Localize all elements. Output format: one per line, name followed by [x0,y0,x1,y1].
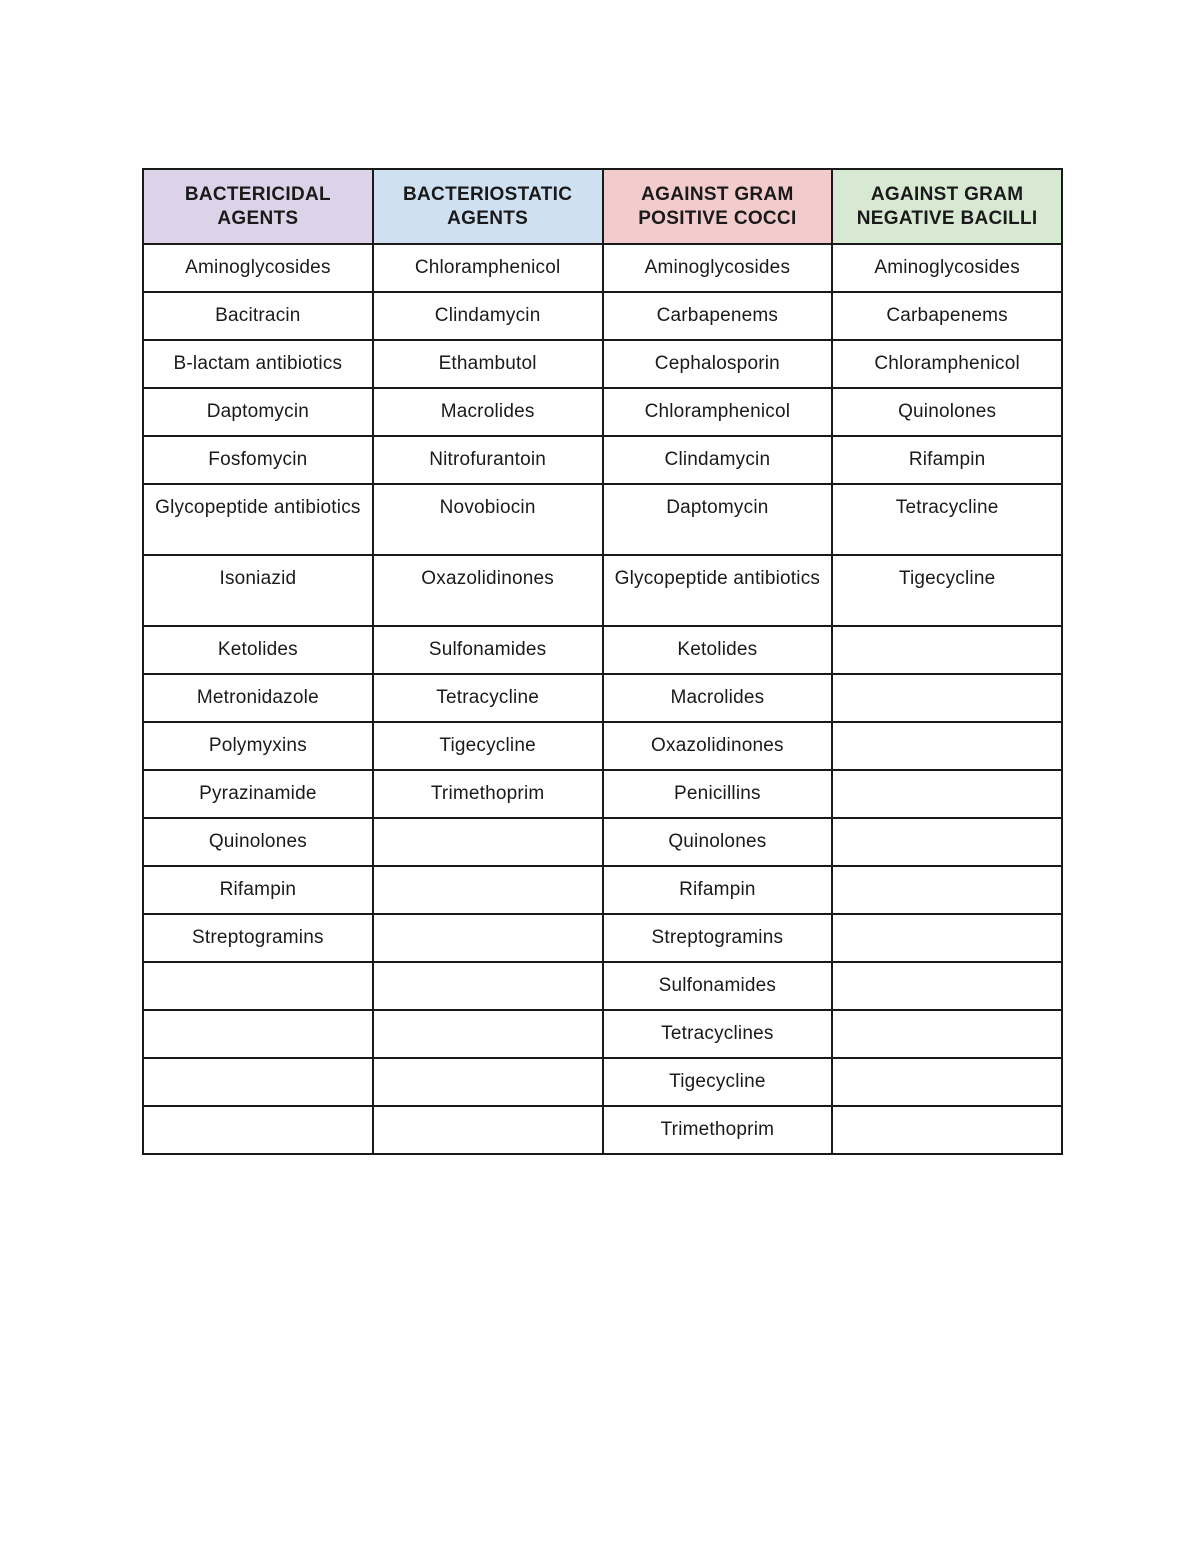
table-cell-gram-negative: Rifampin [832,436,1062,484]
table-cell-gram-negative [832,1010,1062,1058]
table-cell-bactericidal: Daptomycin [143,388,373,436]
table-cell-bactericidal [143,1010,373,1058]
table-cell-gram-negative: Chloramphenicol [832,340,1062,388]
table-cell-bactericidal: Quinolones [143,818,373,866]
table-cell-gram-positive: Macrolides [603,674,833,722]
table-cell-gram-negative [832,626,1062,674]
table-cell-bacteriostatic [373,962,603,1010]
table-row [143,914,1062,962]
table-cell-gram-negative [832,1058,1062,1106]
table-cell-gram-negative [832,962,1062,1010]
table-cell-gram-positive: Aminoglycosides [603,244,833,292]
table-row [143,674,1062,722]
table-cell-gram-positive: Cephalosporin [603,340,833,388]
table-cell-gram-negative: Tigecycline [832,555,1062,626]
table-row [143,484,1062,555]
table-row [143,436,1062,484]
table-cell-bacteriostatic: Chloramphenicol [373,244,603,292]
table-cell-gram-positive: Carbapenems [603,292,833,340]
table-cell-gram-positive: Clindamycin [603,436,833,484]
table-cell-bactericidal: Isoniazid [143,555,373,626]
table-row [143,962,1062,1010]
table-cell-gram-positive: Streptogramins [603,914,833,962]
table-cell-gram-positive: Chloramphenicol [603,388,833,436]
table-cell-bactericidal: Bacitracin [143,292,373,340]
table-row [143,626,1062,674]
table-cell-bacteriostatic: Oxazolidinones [373,555,603,626]
header-gram-positive-cocci: AGAINST GRAM POSITIVE COCCI [603,169,833,244]
table-cell-gram-negative [832,914,1062,962]
table-cell-gram-negative [832,866,1062,914]
header-bacteriostatic-agents: BACTERIOSTATIC AGENTS [373,169,603,244]
table-cell-gram-positive: Quinolones [603,818,833,866]
table-cell-bactericidal: Ketolides [143,626,373,674]
header-bactericidal-agents: BACTERICIDAL AGENTS [143,169,373,244]
table-row [143,818,1062,866]
table-cell-gram-positive: Trimethoprim [603,1106,833,1154]
table-cell-gram-negative: Aminoglycosides [832,244,1062,292]
table-cell-bactericidal: Polymyxins [143,722,373,770]
table-cell-bactericidal: Glycopeptide antibiotics [143,484,373,555]
table-cell-gram-positive: Penicillins [603,770,833,818]
table-cell-bactericidal [143,1058,373,1106]
table-cell-gram-positive: Daptomycin [603,484,833,555]
table-cell-gram-negative [832,770,1062,818]
table-cell-gram-positive: Oxazolidinones [603,722,833,770]
table-row [143,388,1062,436]
table-cell-bacteriostatic [373,1058,603,1106]
table-cell-gram-negative [832,722,1062,770]
table-cell-bactericidal: Rifampin [143,866,373,914]
table-cell-bacteriostatic: Nitrofurantoin [373,436,603,484]
table-row [143,722,1062,770]
table-row [143,244,1062,292]
table-cell-bacteriostatic [373,1010,603,1058]
table-cell-bacteriostatic: Clindamycin [373,292,603,340]
table-cell-bactericidal [143,962,373,1010]
table-cell-bacteriostatic: Tetracycline [373,674,603,722]
table-header [143,169,1062,244]
table-cell-gram-positive: Ketolides [603,626,833,674]
table-cell-gram-negative: Quinolones [832,388,1062,436]
table-row [143,770,1062,818]
table-cell-bacteriostatic: Novobiocin [373,484,603,555]
table-cell-gram-positive: Tetracyclines [603,1010,833,1058]
table-row [143,292,1062,340]
table-row [143,866,1062,914]
table-cell-bactericidal: Aminoglycosides [143,244,373,292]
header-gram-negative-bacilli: AGAINST GRAM NEGATIVE BACILLI [832,169,1062,244]
table-cell-gram-positive: Rifampin [603,866,833,914]
header-row [143,169,1062,244]
table-cell-gram-negative: Carbapenems [832,292,1062,340]
table-row [143,555,1062,626]
table-cell-bactericidal: B-lactam antibiotics [143,340,373,388]
table-cell-bacteriostatic: Sulfonamides [373,626,603,674]
table-cell-bacteriostatic: Macrolides [373,388,603,436]
table-cell-bacteriostatic [373,1106,603,1154]
table-cell-gram-positive: Sulfonamides [603,962,833,1010]
table-cell-gram-positive: Tigecycline [603,1058,833,1106]
table-cell-gram-negative [832,1106,1062,1154]
table-cell-bactericidal [143,1106,373,1154]
table-row [143,1058,1062,1106]
table-row [143,340,1062,388]
table-cell-bacteriostatic [373,818,603,866]
table-cell-bactericidal: Streptogramins [143,914,373,962]
table-cell-gram-positive: Glycopeptide antibiotics [603,555,833,626]
table-cell-gram-negative [832,674,1062,722]
table-cell-bactericidal: Metronidazole [143,674,373,722]
table-cell-bacteriostatic: Trimethoprim [373,770,603,818]
table-cell-bactericidal: Fosfomycin [143,436,373,484]
table-cell-bactericidal: Pyrazinamide [143,770,373,818]
table-cell-bacteriostatic: Tigecycline [373,722,603,770]
table-body [143,244,1062,1154]
table-cell-bacteriostatic [373,866,603,914]
table-cell-gram-negative: Tetracycline [832,484,1062,555]
table-cell-gram-negative [832,818,1062,866]
table-row [143,1106,1062,1154]
table-cell-bacteriostatic: Ethambutol [373,340,603,388]
antibiotic-classification-table [142,168,1063,1155]
table-row [143,1010,1062,1058]
table-cell-bacteriostatic [373,914,603,962]
